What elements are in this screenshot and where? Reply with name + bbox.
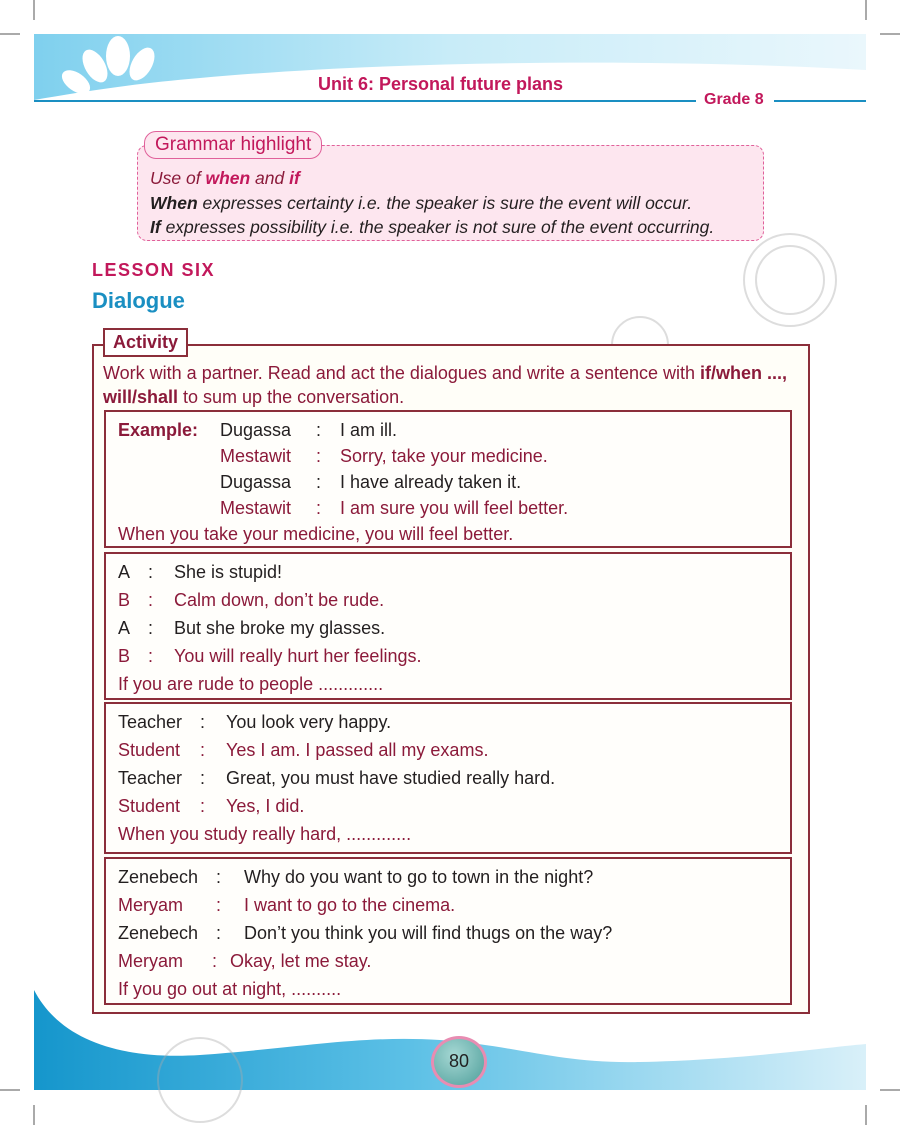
speaker: Mestawit xyxy=(220,498,292,518)
speaker: A xyxy=(118,618,131,638)
dialogue-panel-3: Zenebech : Why do you want to go to town in the night? Meryam : I want to go to the cinema. Zenebech : Don’t you think you will find thugs on the way? Meryam : Okay, let me stay. If you go out at night, .......... xyxy=(104,857,792,1005)
grammar-line-2: When expresses certainty i.e. the speaker is sure the event will occur. xyxy=(150,193,693,213)
section-title: Dialogue xyxy=(92,288,185,313)
speaker: Mestawit xyxy=(220,446,292,466)
dialogue-panel-1: A : She is stupid! B : Calm down, don’t be rude. A : But she broke my glasses. B : You will really hurt her feelings. If you are rude to people ............. xyxy=(104,552,792,700)
line-text: You will really hurt her feelings. xyxy=(174,646,422,666)
speaker: Student xyxy=(118,796,181,816)
line-text: I want to go to the cinema. xyxy=(244,895,456,915)
dialogue-prompt: When you study really hard, ............. xyxy=(118,824,412,844)
activity-instruction: Work with a partner. Read and act the dialogues and write a sentence with if/when ..., will/shall to sum up the conversation. xyxy=(103,363,788,407)
example-panel: Example: Dugassa : I am ill. Mestawit : Sorry, take your medicine. Dugassa : I have already taken it. Mestawit : I am sure you will feel better. When you take your medicine, you will feel better. xyxy=(104,410,792,548)
activity-label: Activity xyxy=(103,328,188,357)
speaker: Teacher xyxy=(118,712,183,732)
grade-label: Grade 8 xyxy=(704,91,764,108)
speaker: B xyxy=(118,646,131,666)
page-number: 80 xyxy=(431,1036,487,1088)
line-text: Okay, let me stay. xyxy=(230,951,372,971)
line-text: Why do you want to go to town in the night? xyxy=(244,867,594,887)
line-text: Great, you must have studied really hard. xyxy=(226,768,556,788)
speaker: Student xyxy=(118,740,181,760)
dialogue-prompt: If you go out at night, .......... xyxy=(118,979,342,999)
speaker: Dugassa xyxy=(220,472,292,492)
example-label: Example: xyxy=(118,420,199,440)
speaker: Meryam xyxy=(118,895,184,915)
line-text: She is stupid! xyxy=(174,562,283,582)
speaker: Dugassa xyxy=(220,420,292,440)
speaker: Zenebech xyxy=(118,923,199,943)
line-text: I have already taken it. xyxy=(340,472,522,492)
line-text: I am ill. xyxy=(340,420,398,440)
line-text: You look very happy. xyxy=(226,712,392,732)
speaker: B xyxy=(118,590,131,610)
line-text: Yes, I did. xyxy=(226,796,305,816)
dialogue-panel-2: Teacher : You look very happy. Student : Yes I am. I passed all my exams. Teacher : Great, you must have studied really hard. Student : Yes, I did. When you study really hard, ............. xyxy=(104,702,792,854)
speaker: Teacher xyxy=(118,768,183,788)
grammar-line-3: If expresses possibility i.e. the speaker is not sure of the event occurring. xyxy=(150,217,715,237)
line-text: Calm down, don’t be rude. xyxy=(174,590,385,610)
line-text: Sorry, take your medicine. xyxy=(340,446,548,466)
grammar-line-1: Use of when and if xyxy=(150,168,300,188)
speaker: Zenebech xyxy=(118,867,199,887)
grammar-highlight-title: Grammar highlight xyxy=(144,131,322,159)
speaker: A xyxy=(118,562,131,582)
line-text: I am sure you will feel better. xyxy=(340,498,569,518)
unit-title: Unit 6: Personal future plans xyxy=(318,74,564,94)
example-summary: When you take your medicine, you will feel better. xyxy=(118,524,514,544)
line-text: But she broke my glasses. xyxy=(174,618,386,638)
line-text: Yes I am. I passed all my exams. xyxy=(226,740,489,760)
speaker: Meryam xyxy=(118,951,184,971)
line-text: Don’t you think you will find thugs on the way? xyxy=(244,923,613,943)
lesson-title: LESSON SIX xyxy=(92,260,216,280)
dialogue-prompt: If you are rude to people ............. xyxy=(118,674,384,694)
